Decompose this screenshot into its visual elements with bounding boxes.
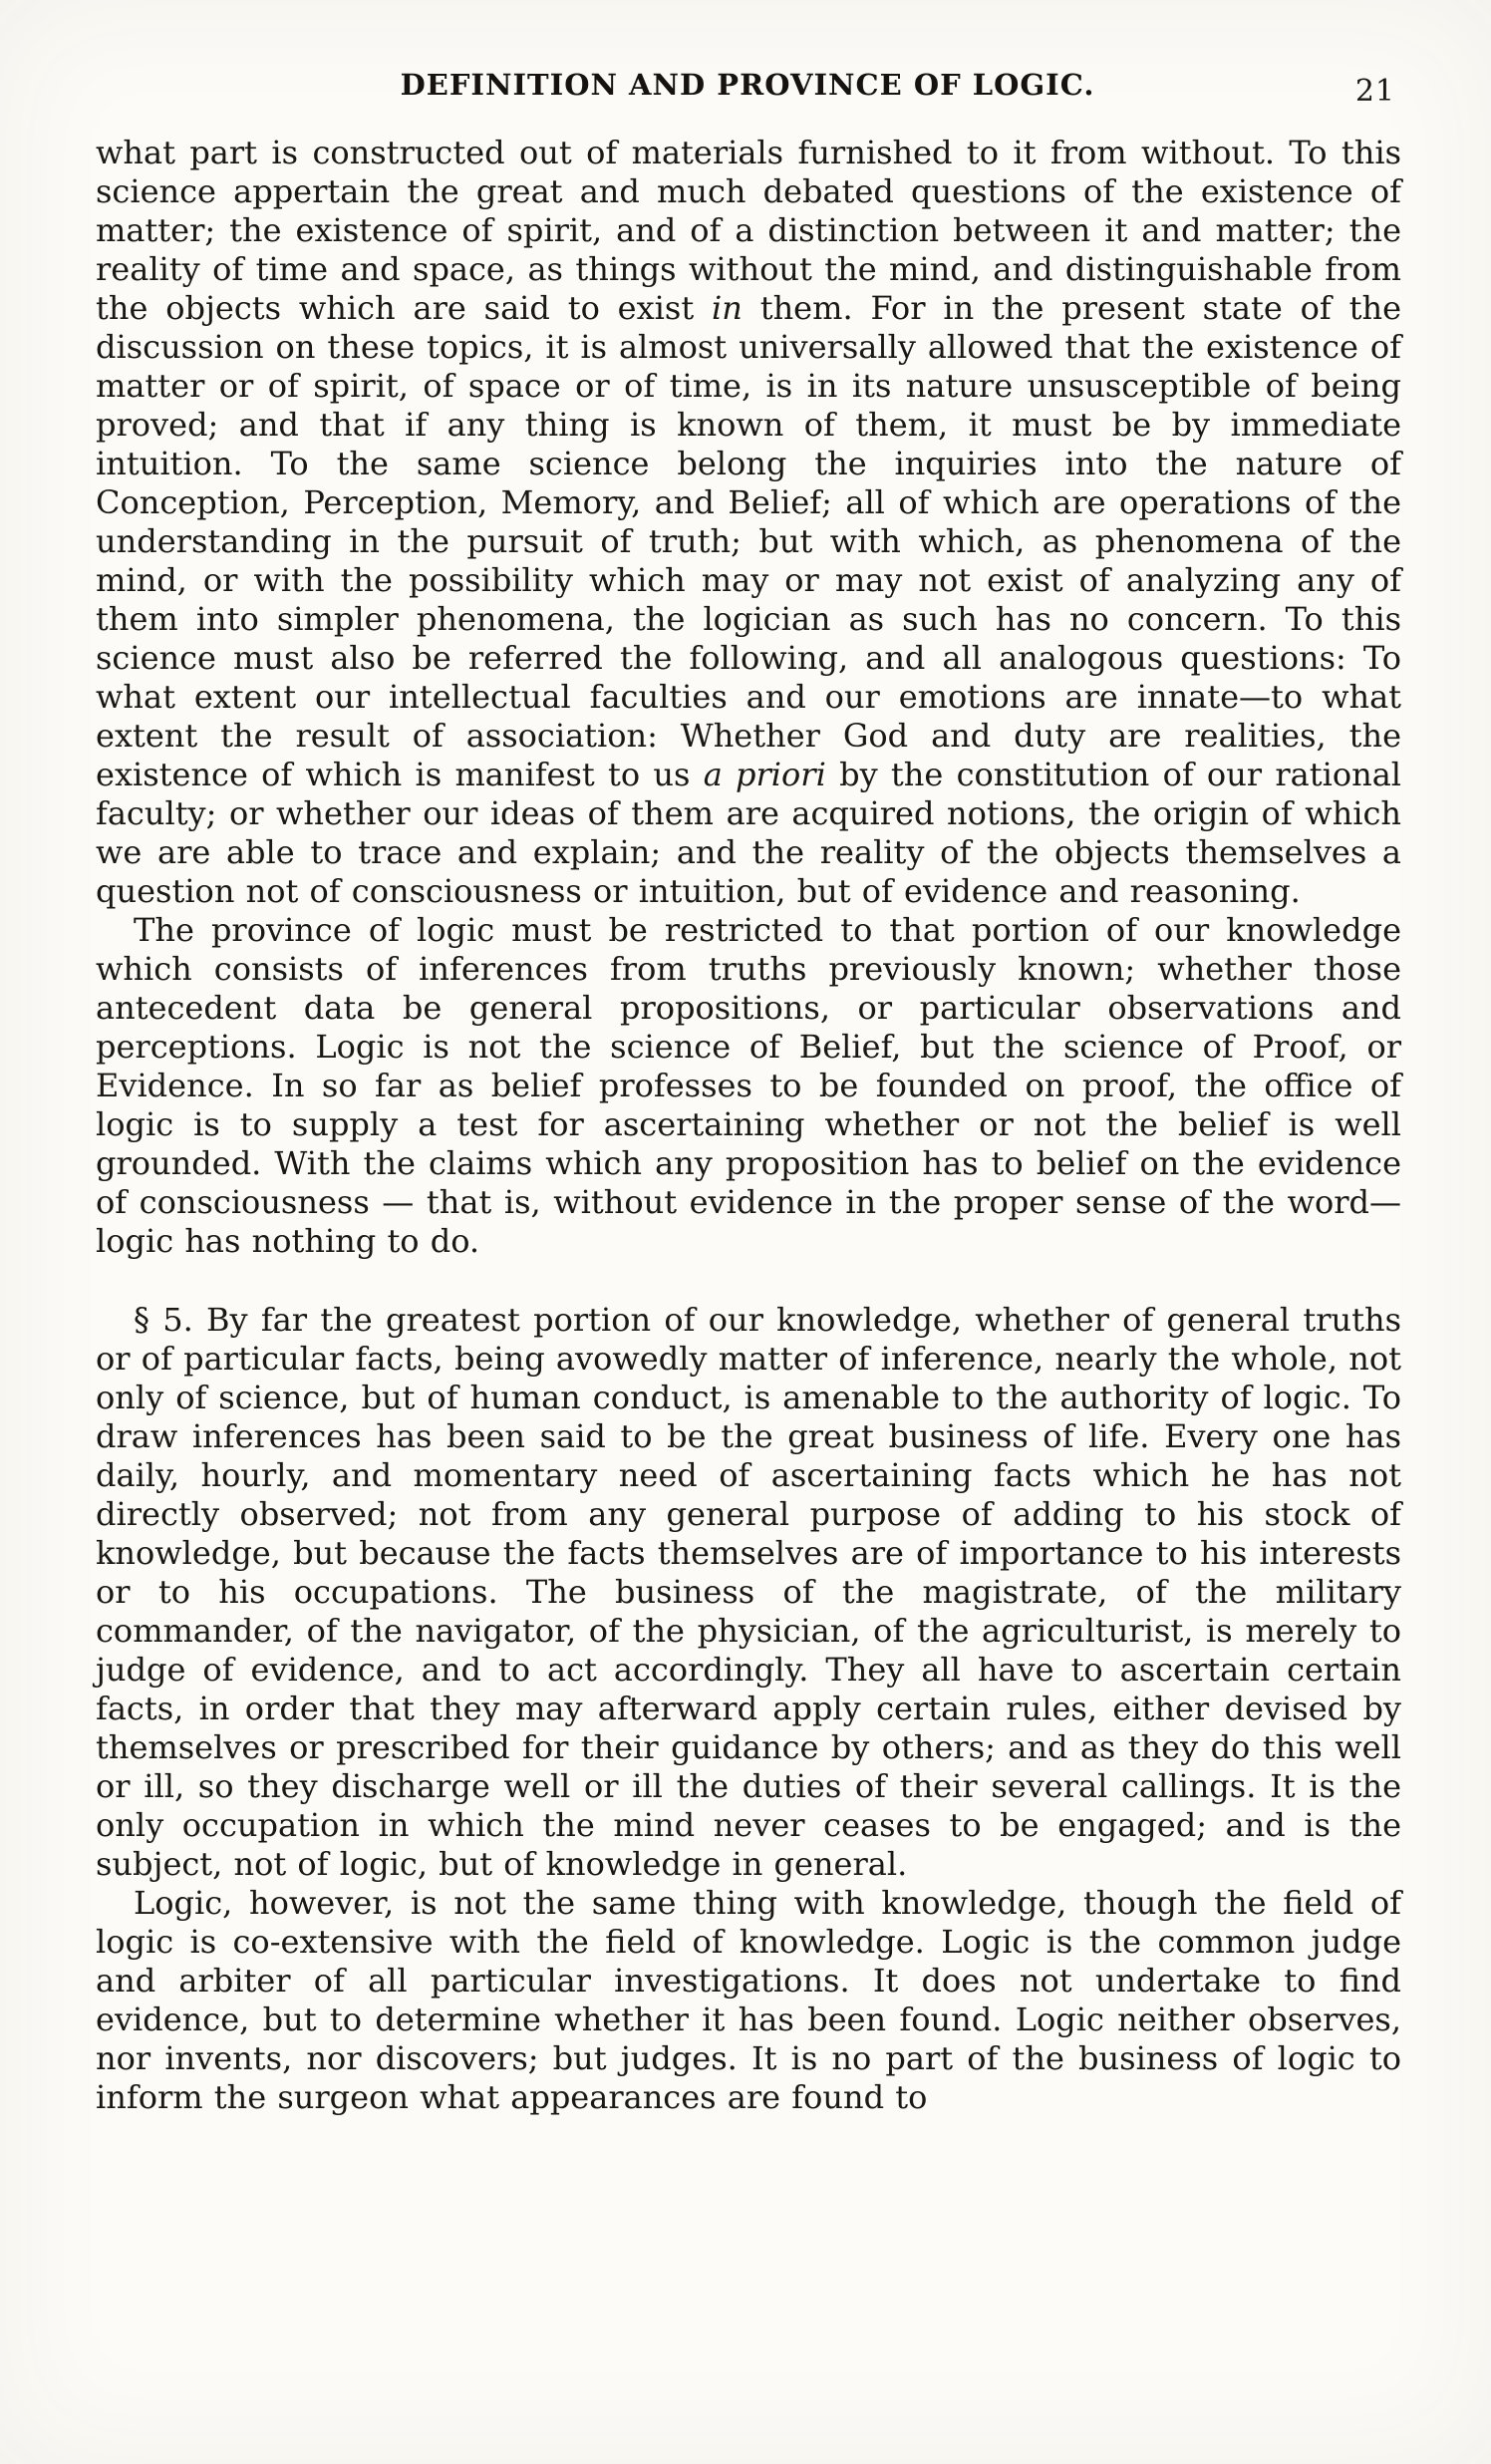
paragraph-logic-vs-knowledge: Logic, however, is not the same thing with knowledge, though the field of logic is co-extensive with the field of knowledge. Logic is the common judge and arbiter of all particular investigations. It does not undertake to find evidence, but to determine whether it has been found. Logic neither observes, nor invents, nor discovers; but judges. It is no part of the business of logic to inform the surgeon what appearances are found to (96, 1884, 1401, 2116)
page-header (96, 68, 1399, 112)
page-body (96, 134, 1401, 2117)
running-title: DEFINITION AND PROVINCE OF LOGIC. (400, 68, 1095, 102)
paragraph-section-5: § 5. By far the greatest portion of our knowledge, whether of general truths or of particular facts, being avowedly matter of inference, nearly the whole, not only of science, but of human conduct, is amenable to the authority of logic. To draw inferences has been said to be the great business of life. Every one has daily, hourly, and momentary need of ascertaining facts which he has not directly observed; not from any general purpose of adding to his stock of knowledge, but because the facts themselves are of importance to his interests or to his occupations. The business of the magistrate, of the military commander, of the navigator, of the physician, of the agriculturist, is merely to judge of evidence, and to act accordingly. They all have to ascertain certain facts, in order that they may afterward apply certain rules, either devised by themselves or prescribed for their guidance by others; and as they do this well or ill, so they discharge well or ill the duties of their several callings. It is the only occupation in which the mind never ceases to be engaged; and is the subject, not of logic, but of knowledge in general. (96, 1301, 1401, 1883)
paragraph-province-of-logic: The province of logic must be restricted to that portion of our knowledge which consists of inferences from truths previously known; whether those antecedent data be general propositions, or particular observations and perceptions. Logic is not the science of Belief, but the science of Proof, or Evidence. In so far as belief professes to be founded on proof, the office of logic is to supply a test for ascertaining whether or not the belief is well grounded. With the claims which any proposition has to belief on the evidence of consciousness — that is, without evidence in the proper sense of the word—logic has nothing to do. (96, 911, 1401, 1260)
page-number: 21 (1354, 74, 1395, 109)
paragraph-continuation: what part is constructed out of materials furnished to it from without. To this science appertain the great and much debated questions of the existence of matter; the existence of spirit, and of a distinction between it and matter; the reality of time and space, as things without the mind, and distinguishable from the objects which are said to exist in them. For in the present state of the discussion on these topics, it is almost universally allowed that the existence of matter or of spirit, of space or of time, is in its nature unsusceptible of being proved; and that if any thing is known of them, it must be by immediate intuition. To the same science belong the inquiries into the nature of Conception, Perception, Memory, and Belief; all of which are operations of the understanding in the pursuit of truth; but with which, as phenomena of the mind, or with the possibility which may or may not exist of analyzing any of them into simpler phenomena, the logician as such has no concern. To this science must also be referred the following, and all analogous questions: To what extent our intellectual faculties and our emotions are innate—to what extent the result of association: Whether God and duty are realities, the existence of which is manifest to us a priori by the constitution of our rational faculty; or whether our ideas of them are acquired notions, the origin of which we are able to trace and explain; and the reality of the objects themselves a question not of consciousness or intuition, but of evidence and reasoning. (96, 134, 1402, 910)
